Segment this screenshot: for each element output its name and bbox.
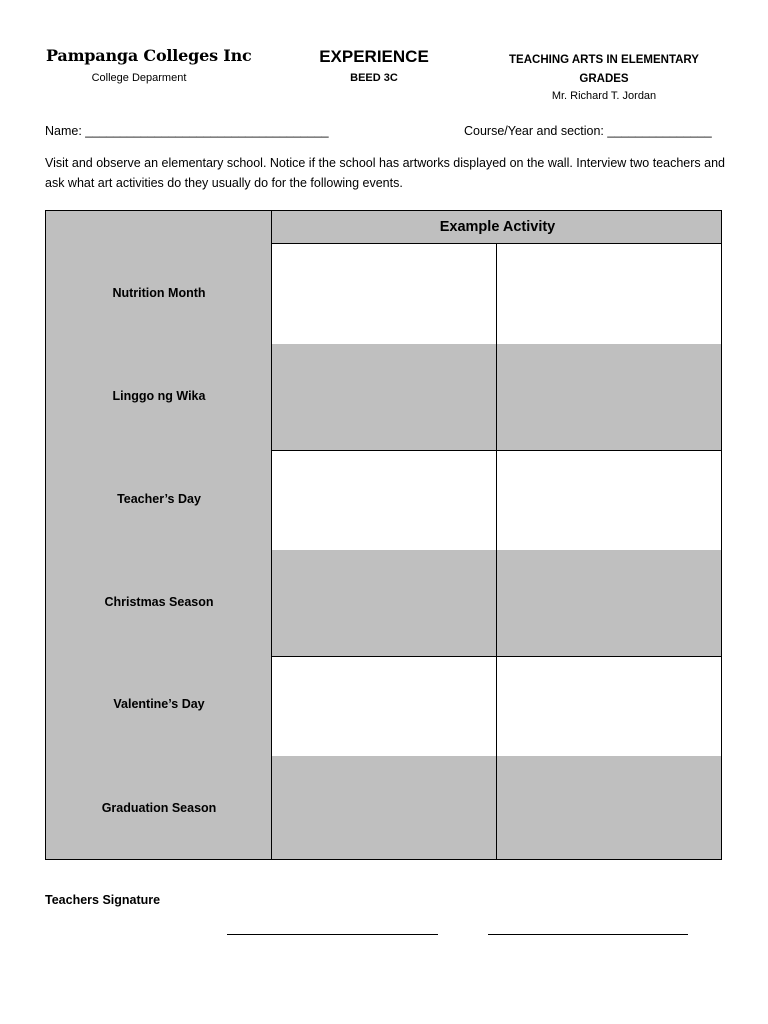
row-label-linggo-ng-wika: Linggo ng Wika	[112, 389, 206, 403]
instructions: Visit and observe an elementary school. Notice if the school has artworks displayed on the wall. Interview two teachers and ask what art activities do they usually do for the following events.	[45, 156, 725, 190]
course-title: TEACHING ARTS IN ELEMENTARY GRADES	[509, 54, 699, 85]
signature-line-1[interactable]	[227, 934, 438, 935]
table-row[interactable]	[272, 756, 722, 860]
table-row[interactable]	[272, 550, 722, 656]
signature-label: Teachers Signature	[45, 893, 161, 907]
table-header: Example Activity	[272, 211, 722, 244]
department-name: College Deparment	[91, 72, 187, 84]
signature-line-2[interactable]	[488, 934, 688, 935]
document-title: EXPERIENCE	[319, 47, 429, 66]
course-section-field[interactable]: Course/Year and section: _______________	[464, 124, 712, 138]
table-row[interactable]	[272, 244, 722, 344]
table-row[interactable]	[272, 344, 722, 450]
row-label-christmas-season: Christmas Season	[104, 595, 214, 609]
row-label-nutrition-month: Nutrition Month	[112, 286, 206, 300]
table-row[interactable]	[272, 656, 722, 756]
document-section: BEED 3C	[350, 72, 398, 84]
events-column	[46, 211, 272, 860]
activity-table	[45, 210, 722, 860]
school-name: Pampanga Colleges Inc	[46, 46, 252, 65]
row-label-teachers-day: Teacher’s Day	[117, 492, 201, 506]
row-label-valentines-day: Valentine’s Day	[113, 697, 205, 711]
name-field[interactable]: Name: ___________________________________	[45, 124, 329, 138]
table-row[interactable]	[272, 450, 722, 550]
row-label-graduation-season: Graduation Season	[101, 801, 217, 815]
column-divider	[496, 244, 497, 860]
instructor-name: Mr. Richard T. Jordan	[551, 90, 657, 102]
